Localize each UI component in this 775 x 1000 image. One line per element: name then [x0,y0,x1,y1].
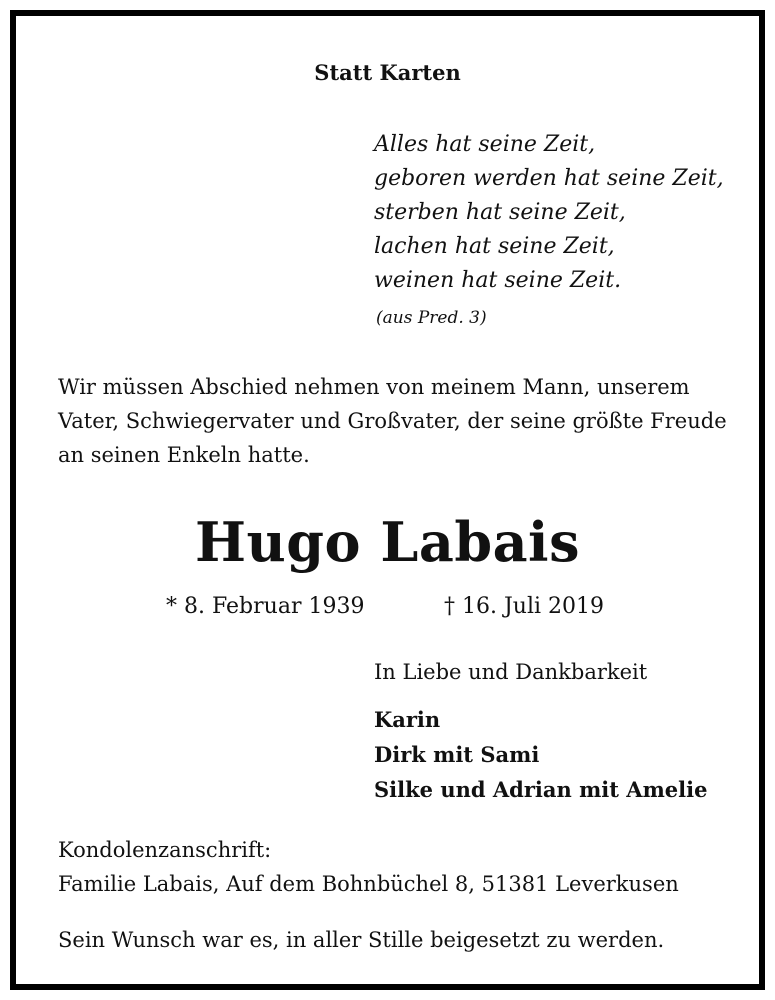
poem-line: Alles hat seine Zeit, [374,132,596,157]
mourner-name: Dirk mit Sami [374,742,540,767]
death-date: † 16. Juli 2019 [444,594,605,619]
mourners-intro: In Liebe und Dankbarkeit [374,660,648,684]
poem-line: sterben hat seine Zeit, [374,200,626,225]
condolence-address: Familie Labais, Auf dem Bohnbüchel 8, 51381 Leverkusen [58,872,679,896]
birth-date: * 8. Februar 1939 [166,594,365,619]
poem-source: (aus Pred. 3) [376,308,487,328]
deceased-name: Hugo Labais [195,510,580,574]
poem-line: lachen hat seine Zeit, [374,234,615,259]
heading: Statt Karten [314,60,461,85]
poem-line: geboren werden hat seine Zeit, [374,166,724,191]
obituary-card [10,10,765,990]
intro-line: Wir müssen Abschied nehmen von meinem Mann, unserem [58,375,690,399]
mourner-name: Silke und Adrian mit Amelie [374,777,708,802]
poem-line: weinen hat seine Zeit. [374,268,622,293]
mourners-list [374,702,707,807]
poem [374,128,724,298]
mourner-name: Karin [374,707,441,732]
intro-text [58,370,728,472]
intro-line: an seinen Enkeln hatte. [58,443,310,467]
intro-line: Vater, Schwiegervater und Großvater, der seine größte Freude [58,409,727,433]
burial-wish: Sein Wunsch war es, in aller Stille beigesetzt zu werden. [58,928,665,952]
condolence-label: Kondolenzanschrift: [58,838,272,862]
